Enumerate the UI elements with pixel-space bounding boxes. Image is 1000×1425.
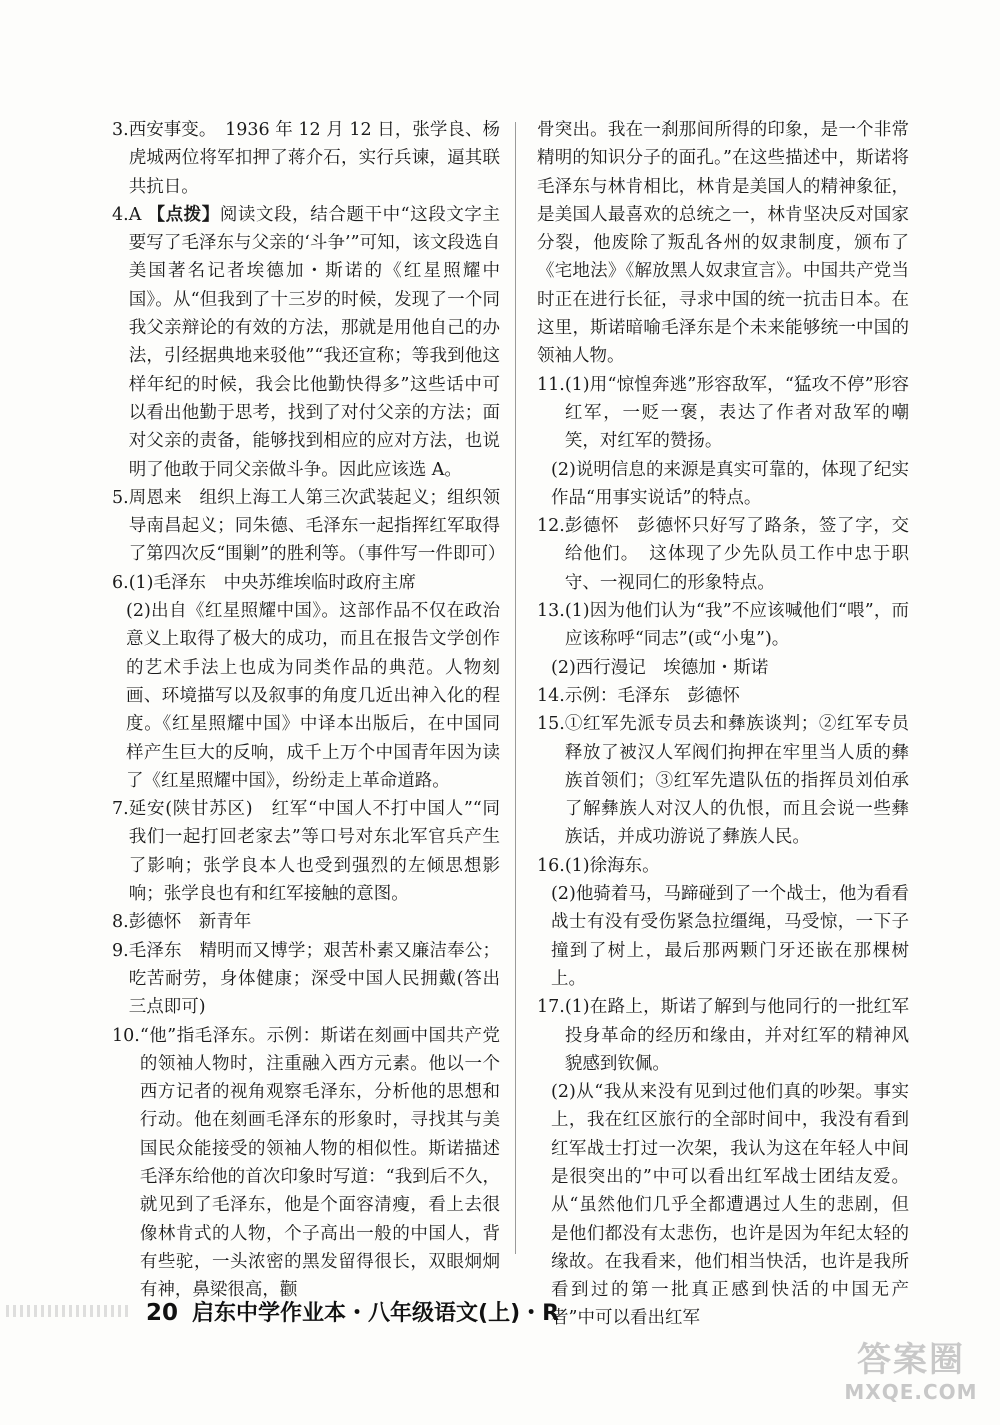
answer-11-part-2: (2)说明信息的来源是真实可靠的，体现了纪实作品“用事实说话”的特点。 [551,459,909,508]
answer-text: 西安事变。 1936 年 12 月 12 日，张学良、杨虎城两位将军扣押了蒋介石，实行兵谏，逼其联共抗日。 [128,120,500,197]
answer-12 [537,512,909,597]
answer-number: 16. [537,855,565,876]
answer-7 [112,795,500,908]
answer-16-part-2: (2)他骑着马，马蹄碰到了一个战士，他为看看战士有没有受伤紧急拉缰绳，马受惊，一下子撞到了树上，最后那两颗门牙还嵌在那棵树上。 [551,884,909,989]
answer-17 [537,993,909,1078]
answer-number: 11. [537,374,565,395]
answer-text: ①红军先派专员去和彝族谈判；②红军专员释放了被汉人军阀们拘押在牢里当人质的彝族首领们；③红军先遣队伍的指挥员刘伯承了解彝族人对汉人的仇恨，而且会说一些彝族话，并成功游说了彝族人民。 [564,714,909,848]
column-divider [515,122,516,1254]
answer-number: 3. [112,120,129,140]
answer-text: 延安(陕甘苏区) 红军“中国人不打中国人”“同我们一起打回老家去”等口号对东北军官兵产生了影响；张学良本人也受到强烈的左倾思想影响；张学良也有和红军接触的意图。 [128,799,500,905]
answer-body [129,201,500,484]
answer-number: 5. [112,487,129,508]
answer-text: 毛泽东 精明而又博学；艰苦朴素又廉洁奉公；吃苦耐劳，身体健康；深受中国人民拥戴(答出三点即可) [128,940,500,1018]
answer-number: 15. [537,714,565,735]
answer-part-1: (1)徐海东。 [564,855,660,876]
answer-number: 7. [112,799,129,820]
left-column [112,116,506,1304]
answer-text: 彭德怀 彭德怀只好写了路条，签了字，交给他们。 这体现了少先队员工作中忠于职守、一视同仁的形象特点。 [564,516,909,593]
answer-14 [537,682,909,710]
answer-10-continued: 骨突出。我在一刹那间所得的印象，是一个非常精明的知识分子的面孔。”在这些描述中，斯诺将毛泽东与林肯相比，林肯是美国人的精神象征，是美国人最喜欢的总统之一，林肯坚决反对国家分裂，他废除了叛乱各州的奴隶制度，颁布了《宅地法》《解放黑人奴隶宣言》。中国共产党当时正在进行长征，寻求中国的统一抗击日本。在这里，斯诺暗喻毛泽东是个未来能够统一中国的领袖人物。 [537,120,909,367]
page-number: 20 [146,1300,179,1326]
answer-part-1: (1)因为他们认为“我”不应该喊他们“喂”，而应该称呼“同志”(或“小鬼”)。 [564,601,909,650]
answer-part-1: (1)用“惊惶奔逃”形容敌军，“猛攻不停”形容红军，一贬一褒，表达了作者对敌军的嘲笑，对红军的赞扬。 [564,374,909,452]
answer-number: 9. [112,940,129,961]
answer-10 [112,1022,500,1305]
answer-9 [112,937,500,1022]
answer-6-part-2: (2)出自《红星照耀中国》。这部作品不仅在政治意义上取得了极大的成功，而且在报告文学创作的艺术手法上也成为同类作品的典范。人物刻画、环境描写以及叙事的角度几近出神入化的程度。《红星照耀中国》中译本出版后，在中国同样产生巨大的反响，成千上万个中国青年因为读了《红星照耀中国》，纷纷走上革命道路。 [126,601,500,791]
right-column [537,116,909,1333]
book-title: 启东中学作业本・八年级语文(上)・R [192,1301,560,1326]
answer-4 [112,201,500,484]
answer-text: 阅读文段，结合题干中“这段文字主要写了毛泽东与父亲的‘斗争’”可知，该文段选自美国著名记者埃德加・斯诺的《红星照耀中国》。从“但我到了十三岁的时候，发现了一个同我父亲辩论的有效的方法，那就是用他自己的办法，引经据典地来驳他”“我还宣称；等我到他这样年纪的时候，我会比他勤快得多”这些话中可以看出他勤于思考，找到了对付父亲的方法；面对父亲的责备，能够找到相应的应对方法，也说明了他敢于同父亲做斗争。因此应该选 A。 [128,204,501,480]
answer-number: 6. [112,572,129,593]
answer-number: 17. [537,997,565,1018]
answer-13-part-2: (2)西行漫记 埃德加・斯诺 [551,657,769,678]
watermark-logo [836,1340,986,1412]
answer-choice: A [128,204,148,225]
answer-8 [112,908,500,936]
hint-tag: 【点拨】 [147,204,220,225]
answer-number: 14. [537,685,565,706]
answer-3 [112,116,500,201]
answer-13 [537,597,909,654]
page-footer [146,1296,559,1327]
answer-number: 13. [537,601,565,622]
answer-number: 8. [112,912,129,933]
answer-number: 12. [537,516,565,537]
scan-speckles [6,1305,128,1317]
answer-number: 10. [112,1025,140,1046]
answer-6 [112,569,500,597]
answer-text: 示例：毛泽东 彭德怀 [564,685,740,706]
answer-5 [112,484,506,569]
answer-11 [537,371,909,456]
answer-15 [537,710,909,851]
answer-text: 周恩来 组织上海工人第三次武装起义；组织领导南昌起义；同朱德、毛泽东一起指挥红军取得了第四次反“围剿”的胜利等。（事件写一件即可） [128,487,506,565]
answer-part-1: (1)毛泽东 中央苏维埃临时政府主席 [128,572,416,593]
watermark-top: 答案圈 [857,1340,965,1380]
answer-text: 彭德怀 新青年 [128,912,252,933]
answer-part-1: (1)在路上，斯诺了解到与他同行的一批红军投身革命的经历和缘由，并对红军的精神风貌感到钦佩。 [564,997,909,1074]
answer-16 [537,852,909,880]
answer-number: 4. [112,204,129,225]
watermark-bottom: MXQE.COM [844,1380,978,1404]
answer-text: “他”指毛泽东。示例：斯诺在刻画中国共产党的领袖人物时，注重融入西方元素。他以一个西方记者的视角观察毛泽东，分析他的思想和行动。他在刻画毛泽东的形象时，寻找其与美国民众能接受的领袖人物的相似性。斯诺描述毛泽东给他的首次印象时写道：“我到后不久，就见到了毛泽东，他是个面容清瘦，看上去很像林肯式的人物，个子高出一般的中国人，背有些驼，一头浓密的黑发留得很长，双眼炯炯有神，鼻梁很高，颧 [139,1025,500,1301]
answer-17-part-2: (2)从“我从来没有见到过他们真的吵架。事实上，我在红区旅行的全部时间中，我没有看到红军战士打过一次架，我认为这在年轻人中间是很突出的”中可以看出红军战士团结友爱。从“虽然他们几乎全都遭遇过人生的悲剧，但是他们都没有太悲伤，也许是因为年纪太轻的缘故。在我看来，他们相当快活，也许是我所看到过的第一批真正感到快活的中国无产者”中可以看出红军 [551,1082,909,1329]
